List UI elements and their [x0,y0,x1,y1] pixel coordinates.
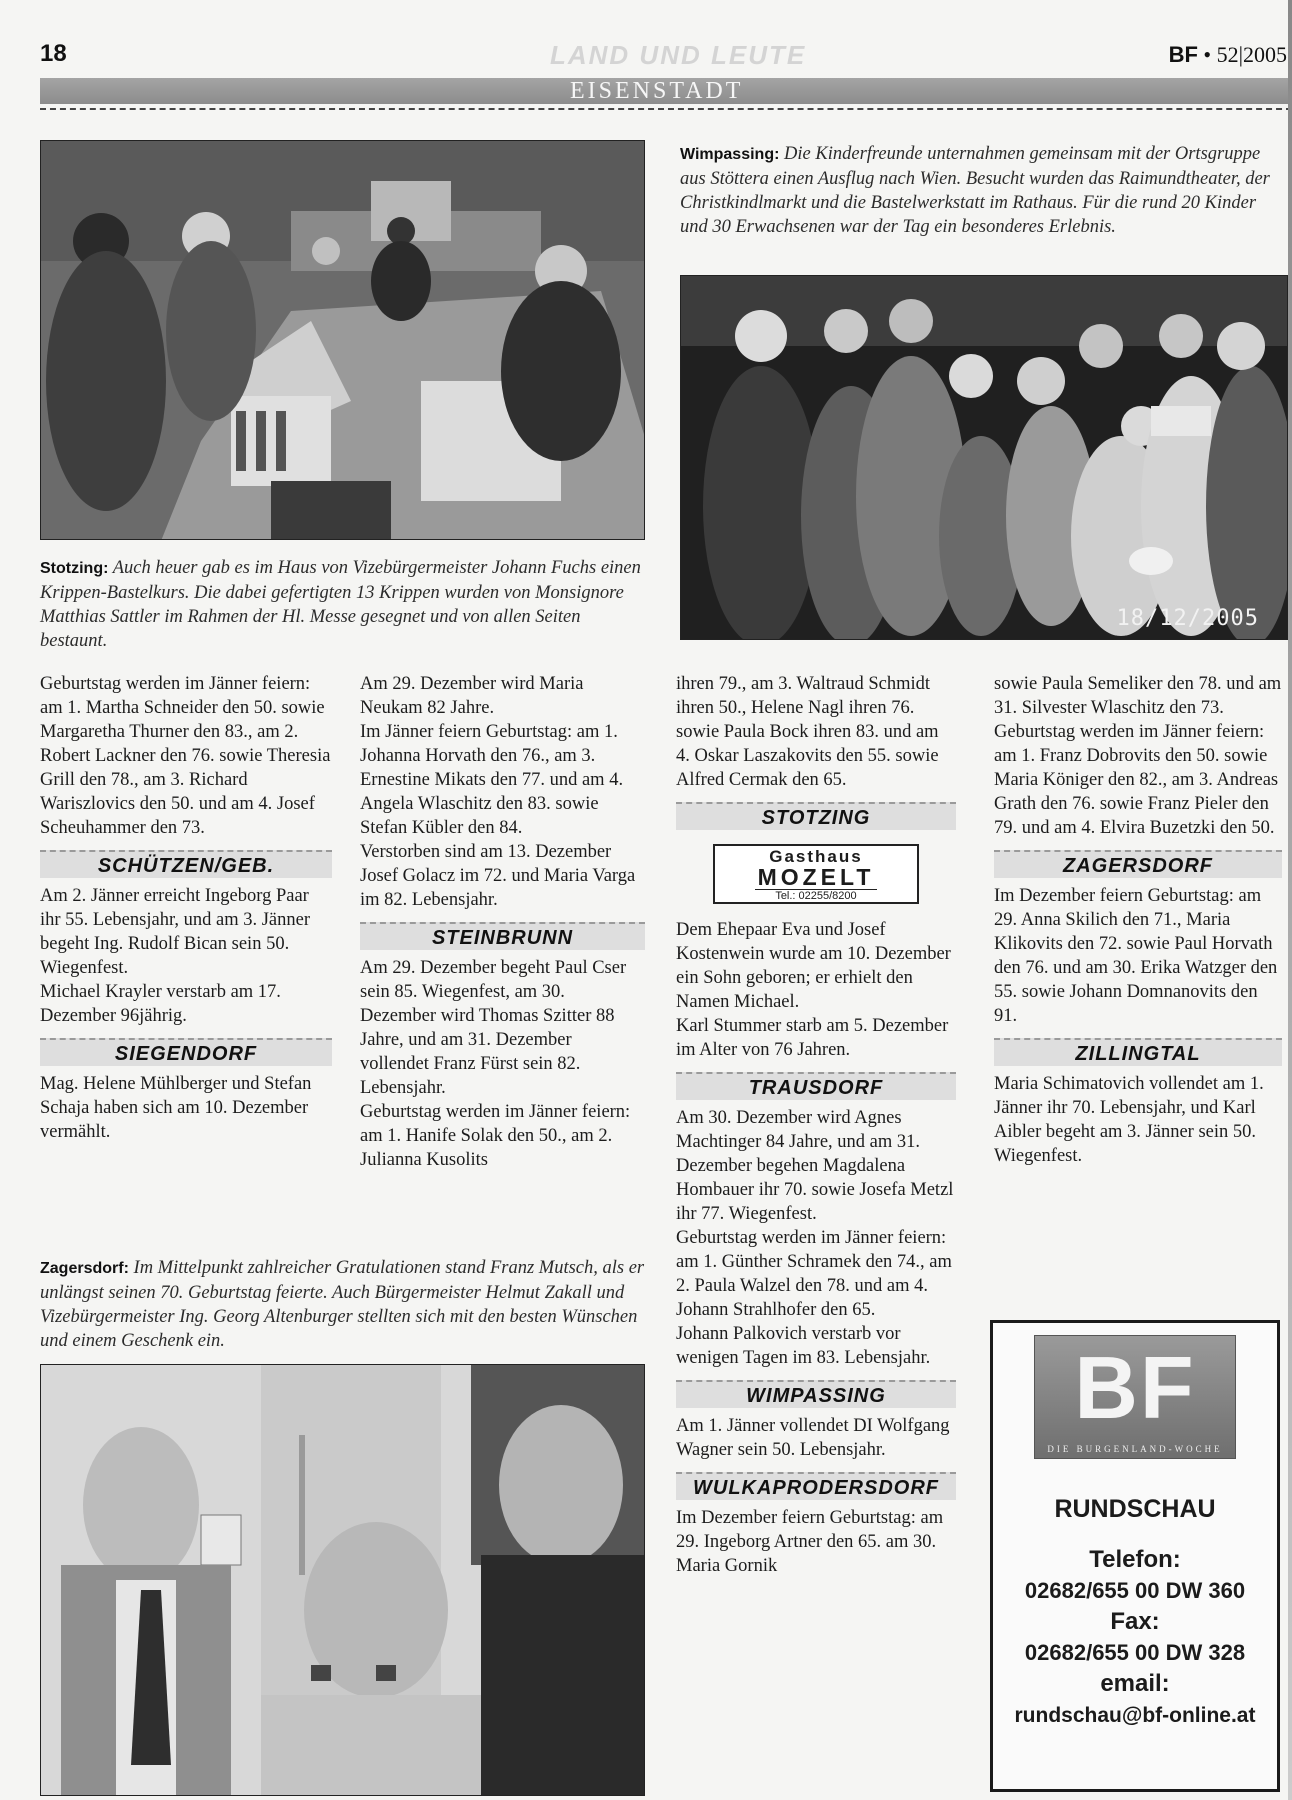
col1-paragraph: Am 2. Jänner erreicht Ingeborg Paar ihr 55. Lebensjahr, und am 3. Jänner begeht Ing. Rudolf Bican sein 50. Wiegenfest. [40,886,311,978]
header-divider [40,108,1292,110]
bf-logo [1034,1335,1236,1459]
col3-paragraph: Am 1. Jänner vollendet DI Wolfgang Wagner sein 50. Lebensjahr. [676,1416,950,1460]
heading-stotzing: STOTZING [676,802,956,830]
ad-line-1: Gasthaus [769,847,863,866]
column-3 [676,672,956,1578]
col1-paragraph: Mag. Helene Mühlberger und Stefan Schaja haben sich am 10. Dezember vermählt. [40,1074,312,1142]
caption-stotzing-lead: Stotzing: [40,560,109,577]
caption-stotzing [40,556,645,653]
photo-krippen-workshop [40,140,645,540]
heading-trausdorf: TRAUSDORF [676,1072,956,1100]
bf-phone-label: Telefon: [1089,1546,1181,1573]
heading-zagersdorf: ZAGERSDORF [994,850,1282,878]
publication-issue: 52|2005 [1216,42,1287,67]
bf-rundschau-box [990,1320,1280,1792]
col1-paragraph: Geburtstag werden im Jänner feiern: am 1. Martha Schneider den 50. sowie Margaretha Thurner den 83., am 2. Robert Lackner den 76. sowie Theresia Grill den 78., am 3. Richard Wariszlovics den 50. und am 4. Josef Scheuhammer den 73. [40,674,331,838]
col2-paragraph: Am 29. Dezember wird Maria Neukam 82 Jahre. [360,674,584,718]
bf-email-label: email: [1100,1670,1170,1697]
caption-zagersdorf-text: Im Mittelpunkt zahlreicher Gratulationen stand Franz Mutsch, als er unlängst seinen 70. Geburtstag feierte. Auch Bürgermeister Helmut Zakall und Vizebürgermeister Ing. Georg Altenburger stellten sich mit den besten Wünschen und einem Geschenk ein. [40,1258,645,1351]
heading-wimpassing: WIMPASSING [676,1380,956,1408]
col2-paragraph: Geburtstag werden im Jänner feiern: am 1. Hanife Solak den 50., am 2. Julianna Kusolits [360,1102,631,1170]
col3-paragraph: Am 30. Dezember wird Agnes Machtinger 84 Jahre, und am 31. Dezember begehen Magdalena Hombauer ihr 70. sowie Josefa Metzl ihr 77. Wiegenfest. [676,1108,954,1224]
publication-info [1169,42,1287,68]
caption-wimpassing-text: Die Kinderfreunde unternahmen gemeinsam mit der Ortsgruppe aus Stöttera einen Ausflug nach Wien. Besucht wurden das Raimundtheater, der Christkindlmarkt und die Bastelwerkstatt im Rathaus. Für die rund 20 Kinder und 30 Erwachsenen war der Tag ein besonderes Erlebnis. [680,144,1270,237]
bf-email[interactable]: rundschau@bf-online.at [1014,1704,1256,1727]
column-1 [40,672,332,1144]
caption-wimpassing [680,142,1280,239]
bf-fax: 02682/655 00 DW 328 [1024,1640,1246,1665]
heading-zillingtal: ZILLINGTAL [994,1038,1282,1066]
bf-logo-letters: BF [1074,1338,1196,1437]
col4-paragraph: Maria Schimatovich vollendet am 1. Jänner ihr 70. Lebensjahr, und Karl Aibler begeht am 3. Jänner sein 50. Wiegenfest. [994,1074,1264,1166]
page-number: 18 [40,40,67,67]
region-label: EISENSTADT [570,78,744,104]
photo-wimpassing-group [680,275,1288,640]
page-edge [1288,0,1292,1800]
bf-phone: 02682/655 00 DW 360 [1024,1578,1246,1603]
bf-logo-tagline: DIE BURGENLAND-WOCHE [1047,1444,1223,1454]
column-2 [360,672,645,1172]
bf-fax-label: Fax: [1110,1608,1160,1635]
col2-paragraph: Im Jänner feiern Geburtstag: am 1. Johanna Horvath den 76., am 3. Ernestine Mikats den 77. und am 4. Angela Wlaschitz den 83. sowie Stefan Kübler den 84. [360,722,624,838]
col3-paragraph: Karl Stummer starb am 5. Dezember im Alter von 76 Jahren. [676,1016,949,1060]
caption-zagersdorf-lead: Zagersdorf: [40,1260,129,1277]
col4-paragraph: sowie Paula Semeliker den 78. und am 31. Silvester Wlaschitz den 73. [994,674,1282,718]
photo-date-stamp: 18/12/2005 [1116,606,1259,631]
column-4 [994,672,1282,1168]
ad-line-2: MOZELT [757,864,875,890]
ad-phone: Tel.: 02255/8200 [755,889,877,903]
gasthaus-mozelt-ad [713,844,919,904]
col3-paragraph: Im Dezember feiern Geburtstag: am 29. Ingeborg Artner den 65. am 30. Maria Gornik [676,1508,944,1576]
heading-steinbrunn: STEINBRUNN [360,922,645,950]
col3-paragraph: Dem Ehepaar Eva und Josef Kostenwein wurde am 10. Dezember ein Sohn geboren; er erhielt den Namen Michael. [676,920,951,1012]
caption-wimpassing-lead: Wimpassing: [680,146,780,163]
heading-schuetzen-geb: SCHÜTZEN/GEB. [40,850,332,878]
col3-paragraph: Geburtstag werden im Jänner feiern: am 1. Günther Schramek den 74., am 2. Paula Walzel den 78. und am 4. Johann Strahlhofer den 65. [676,1228,952,1320]
col2-paragraph: Verstorben sind am 13. Dezember Josef Golacz im 72. und Maria Varga im 82. Lebensjahr. [360,842,636,910]
heading-siegendorf: SIEGENDORF [40,1038,332,1066]
bf-name: RUNDSCHAU [1054,1495,1216,1523]
heading-wulkaprodersdorf: WULKAPRODERSDORF [676,1472,956,1500]
publication-separator: • [1203,42,1212,67]
section-title: LAND UND LEUTE [550,40,807,70]
col1-paragraph: Michael Krayler verstarb am 17. Dezember 96jährig. [40,982,281,1026]
photo-zagersdorf-birthday [40,1364,645,1796]
col3-paragraph: Johann Palkovich verstarb vor wenigen Tagen im 83. Lebensjahr. [676,1324,931,1368]
caption-stotzing-text: Auch heuer gab es im Haus von Vizebürgermeister Johann Fuchs einen Krippen-Bastelkurs. Die dabei gefertigten 13 Krippen wurden von Monsignore Matthias Sattler im Rahmen der Hl. Messe gesegnet und von allen Seiten bestaunt. [40,558,641,651]
caption-zagersdorf [40,1256,645,1353]
publication-brand: BF [1168,42,1198,67]
col4-paragraph: Im Dezember feiern Geburtstag: am 29. Anna Skilich den 71., Maria Klikovits den 72. sowie Paul Horvath den 76. und am 30. Erika Watzger den 55. sowie Johann Domnanovits den 91. [994,886,1278,1026]
col4-paragraph: Geburtstag werden im Jänner feiern: am 1. Franz Dobrovits den 50. sowie Maria Königer den 82., am 3. Andreas Grath den 76. sowie Franz Pieler den 79. und am 4. Elvira Buzetzki den 50. [994,722,1279,838]
col3-paragraph: ihren 79., am 3. Waltraud Schmidt ihren 50., Helene Nagl ihren 76. sowie Paula Bock ihren 83. und am 4. Oskar Laszakovits den 55. sowie Alfred Cermak den 65. [676,674,939,790]
col2-paragraph: Am 29. Dezember begeht Paul Cser sein 85. Wiegenfest, am 30. Dezember wird Thomas Szitter 88 Jahre, und am 31. Dezember vollendet Franz Fürst sein 82. Lebensjahr. [360,958,627,1098]
